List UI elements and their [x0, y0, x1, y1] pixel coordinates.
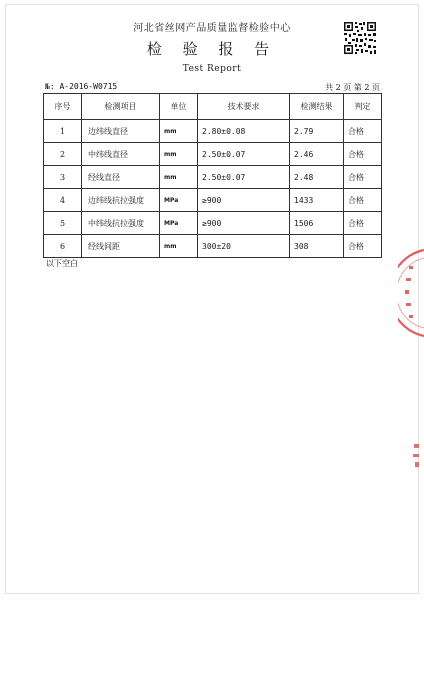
row-number: 3: [44, 166, 82, 189]
column-header-verdict: 判定: [344, 94, 382, 120]
column-header-unit: 单位: [160, 94, 198, 120]
blank-below-note: 以下空白: [46, 259, 78, 268]
verdict: 合格: [344, 235, 382, 258]
verdict: 合格: [344, 120, 382, 143]
result: 2.79: [290, 120, 344, 143]
document-title: 检 验 报 告: [146, 40, 278, 58]
test-item: 边纬线抗拉强度: [82, 189, 160, 212]
column-header-no: 序号: [44, 94, 82, 120]
organization-name: 河北省丝网产品质量监督检验中心: [133, 23, 291, 34]
results-table: [43, 93, 382, 258]
row-number: 1: [44, 120, 82, 143]
requirement: ≥900: [198, 212, 290, 235]
column-header-item: 检测项目: [82, 94, 160, 120]
row-number: 6: [44, 235, 82, 258]
requirement: ≥900: [198, 189, 290, 212]
table-row: [44, 120, 382, 143]
test-item: 经线间距: [82, 235, 160, 258]
table-row: [44, 166, 382, 189]
result: 1433: [290, 189, 344, 212]
result: 2.46: [290, 143, 344, 166]
row-number: 2: [44, 143, 82, 166]
requirement: 2.50±0.07: [198, 143, 290, 166]
test-item: 边纬线直径: [82, 120, 160, 143]
unit: mm: [160, 166, 198, 189]
test-item: 经线直径: [82, 166, 160, 189]
requirement: 2.50±0.07: [198, 166, 290, 189]
unit: MPa: [160, 189, 198, 212]
requirement: 2.80±0.08: [198, 120, 290, 143]
result: 2.48: [290, 166, 344, 189]
row-number: 5: [44, 212, 82, 235]
row-number: 4: [44, 189, 82, 212]
unit: mm: [160, 120, 198, 143]
table-row: [44, 189, 382, 212]
test-item: 中纬线抗拉强度: [82, 212, 160, 235]
table-row: [44, 212, 382, 235]
table-row: [44, 143, 382, 166]
qr-code-icon: [343, 21, 377, 55]
verdict: 合格: [344, 189, 382, 212]
seal-fragment-icon: [408, 440, 424, 480]
requirement: 300±20: [198, 235, 290, 258]
table-row: [44, 235, 382, 258]
official-seal-icon: [398, 248, 424, 338]
unit: mm: [160, 235, 198, 258]
test-item: 中纬线直径: [82, 143, 160, 166]
unit: MPa: [160, 212, 198, 235]
verdict: 合格: [344, 212, 382, 235]
result: 1506: [290, 212, 344, 235]
page-info: 共 2 页 第 2 页: [325, 83, 380, 92]
column-header-result: 检测结果: [290, 94, 344, 120]
column-header-requirement: 技术要求: [198, 94, 290, 120]
table-header-row: [44, 94, 382, 120]
result: 308: [290, 235, 344, 258]
unit: mm: [160, 143, 198, 166]
verdict: 合格: [344, 166, 382, 189]
document-subtitle: Test Report: [182, 64, 242, 74]
verdict: 合格: [344, 143, 382, 166]
report-number: №: A-2016-W0715: [45, 82, 118, 91]
